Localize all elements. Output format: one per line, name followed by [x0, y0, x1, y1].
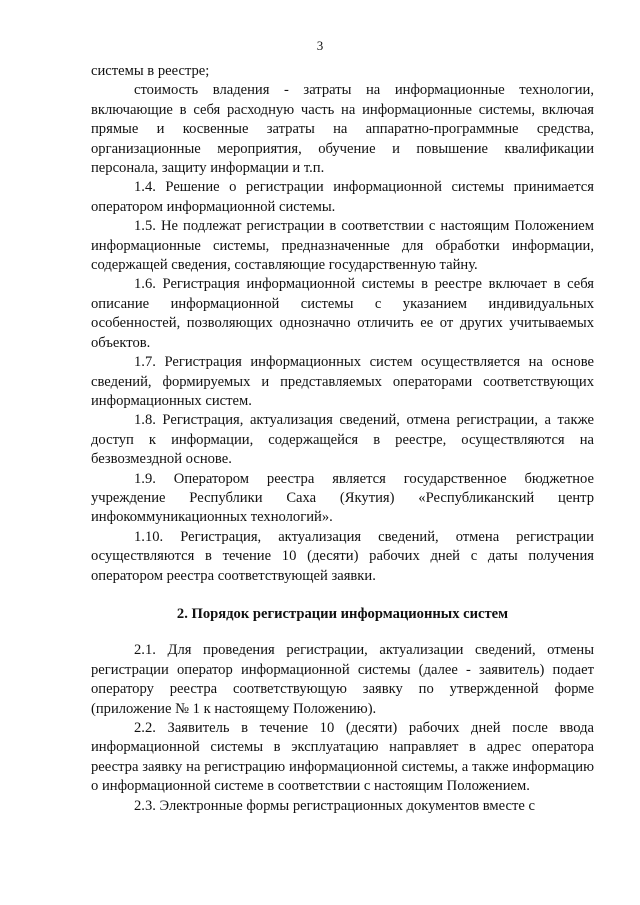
paragraph-ownership-cost: стоимость владения - затраты на информационные технологии, включающие в себя расходную часть на информационные системы, включая прямые и косвенные затраты на аппаратно-программные средства, организационные мероприятия, обучение и повышение квалификации персонала, защиту информации и т.п. — [91, 82, 594, 177]
page-number: 3 — [316, 38, 324, 53]
paragraph-1-6: 1.6. Регистрация информационной системы в реестре включает в себя описание информационной системы с указанием индивидуальных особенностей, позволяющих однозначно отличить ее от других учитываемых объектов. — [91, 276, 594, 351]
paragraph-1-8: 1.8. Регистрация, актуализация сведений, отмена регистрации, а также доступ к информации, содержащейся в реестре, осуществляются на безвозмездной основе. — [91, 412, 594, 468]
paragraph-2-3: 2.3. Электронные формы регистрационных документов вместе с — [134, 797, 535, 814]
paragraph-2-2: 2.2. Заявитель в течение 10 (десяти) рабочих дней после ввода информационной системы в эксплуатацию направляет в адрес оператора реестра заявку на регистрацию информационной системы, а также информацию о информационной системе в соответствии с настоящим Положением. — [91, 720, 594, 795]
section-heading: 2. Порядок регистрации информационных систем — [176, 605, 509, 622]
paragraph-1-9: 1.9. Оператором реестра является государственное бюджетное учреждение Республики Саха (Якутия) «Республиканский центр инфокоммуникационных технологий». — [91, 470, 594, 526]
paragraph-1-4: 1.4. Решение о регистрации информационной системы принимается оператором информационной системы. — [91, 179, 594, 215]
paragraph-registry-continuation: системы в реестре; — [91, 63, 210, 79]
paragraph-1-10: 1.10. Регистрация, актуализация сведений, отмена регистрации осуществляются в течение 10 (десяти) рабочих дней с даты получения оператором реестра соответствующей заявки. — [91, 528, 594, 584]
paragraph-2-1: 2.1. Для проведения регистрации, актуализации сведений, отмены регистрации оператор информационной системы (далее - заявитель) подает оператору реестра соответствующую заявку по утвержденной форме (приложение № 1 к настоящему Положению). — [91, 642, 594, 717]
document-body — [91, 62, 594, 816]
paragraph-1-5: 1.5. Не подлежат регистрации в соответствии с настоящим Положением информационные системы, предназначенные для обработки информации, содержащей сведения, составляющие государственную тайну. — [91, 218, 594, 274]
paragraph-1-7: 1.7. Регистрация информационных систем осуществляется на основе сведений, формируемых и представляемых операторами соответствующих информационных систем. — [91, 354, 594, 409]
